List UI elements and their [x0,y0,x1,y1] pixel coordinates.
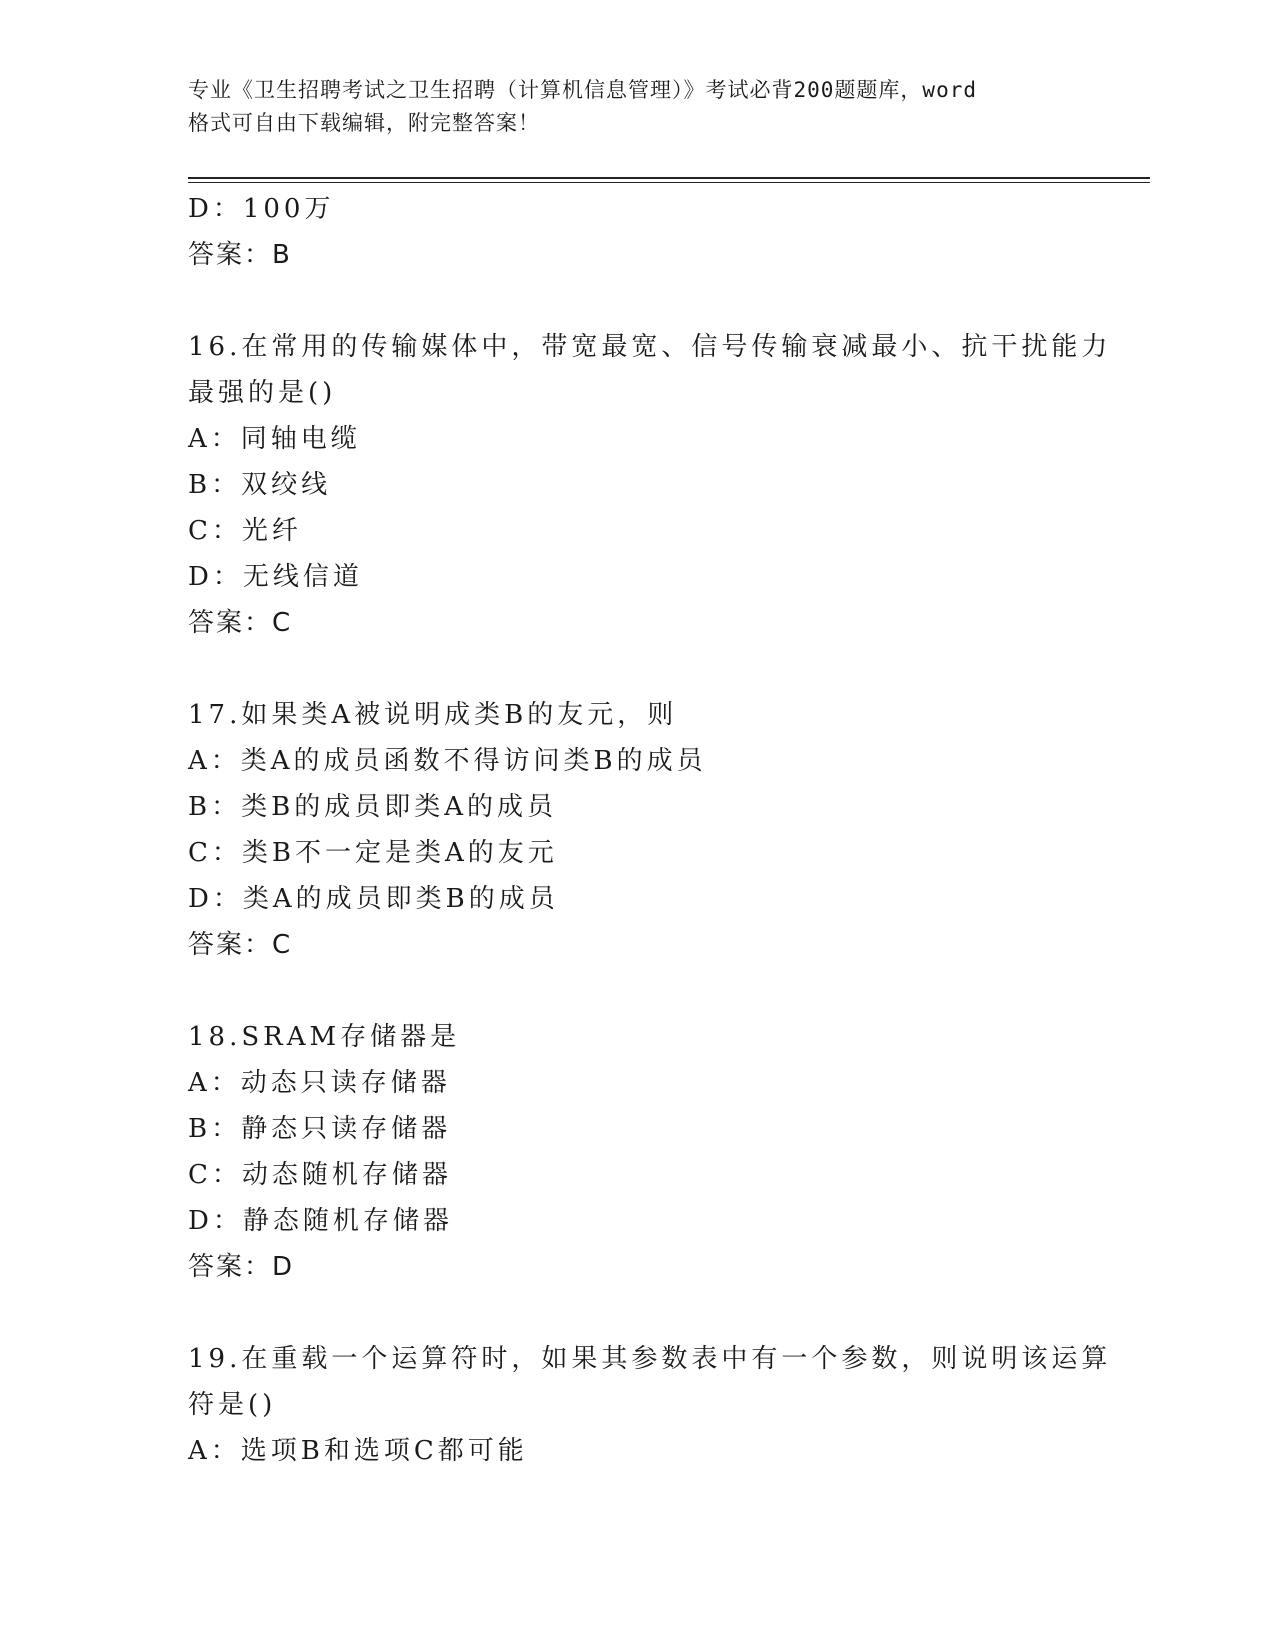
question-18 [188,1014,1108,1290]
header-line-1: 专业《卫生招聘考试之卫生招聘（计算机信息管理）》考试必背200题题库，word [188,78,977,102]
question-17 [188,692,1108,968]
question-15-tail [188,186,1108,278]
question-16 [188,324,1112,646]
option-c: C：光纤 [188,516,302,546]
answer-line: 答案：B [188,240,292,270]
option-b: B：静态只读存储器 [188,1114,452,1144]
question-stem: 18.SRAM存储器是 [188,1022,461,1052]
option-d: D：100万 [188,194,335,224]
question-stem: 19.在重载一个运算符时，如果其参数表中有一个参数，则说明该运算 [188,1344,1112,1374]
answer-line: 答案：C [188,608,293,638]
option-d: D：静态随机存储器 [188,1206,453,1236]
option-d: D：无线信道 [188,562,363,592]
answer-line: 答案：C [188,930,293,960]
option-c: C：动态随机存储器 [188,1160,452,1190]
option-a: A：类A的成员函数不得访问类B的成员 [188,746,707,776]
option-c: C：类B不一定是类A的友元 [188,838,558,868]
header-divider-thick [188,177,1150,179]
answer-line: 答案：D [188,1252,295,1282]
option-b: B：双绞线 [188,470,332,500]
option-b: B：类B的成员即类A的成员 [188,792,557,822]
header-divider-thin [188,182,1150,183]
header-line-2: 格式可自由下载编辑，附完整答案！ [188,111,540,135]
question-stem-cont: 符是() [188,1390,277,1420]
option-a: A：同轴电缆 [188,424,361,454]
question-stem: 17.如果类A被说明成类B的友元，则 [188,700,678,730]
option-a: A：选项B和选项C都可能 [188,1436,528,1466]
option-d: D：类A的成员即类B的成员 [188,884,559,914]
question-stem: 16.在常用的传输媒体中，带宽最宽、信号传输衰减最小、抗干扰能力 [188,332,1112,362]
option-a: A：动态只读存储器 [188,1068,451,1098]
document-header [188,74,1088,140]
question-stem-cont: 最强的是() [188,378,337,408]
question-list [188,186,1112,1474]
question-19 [188,1336,1112,1474]
